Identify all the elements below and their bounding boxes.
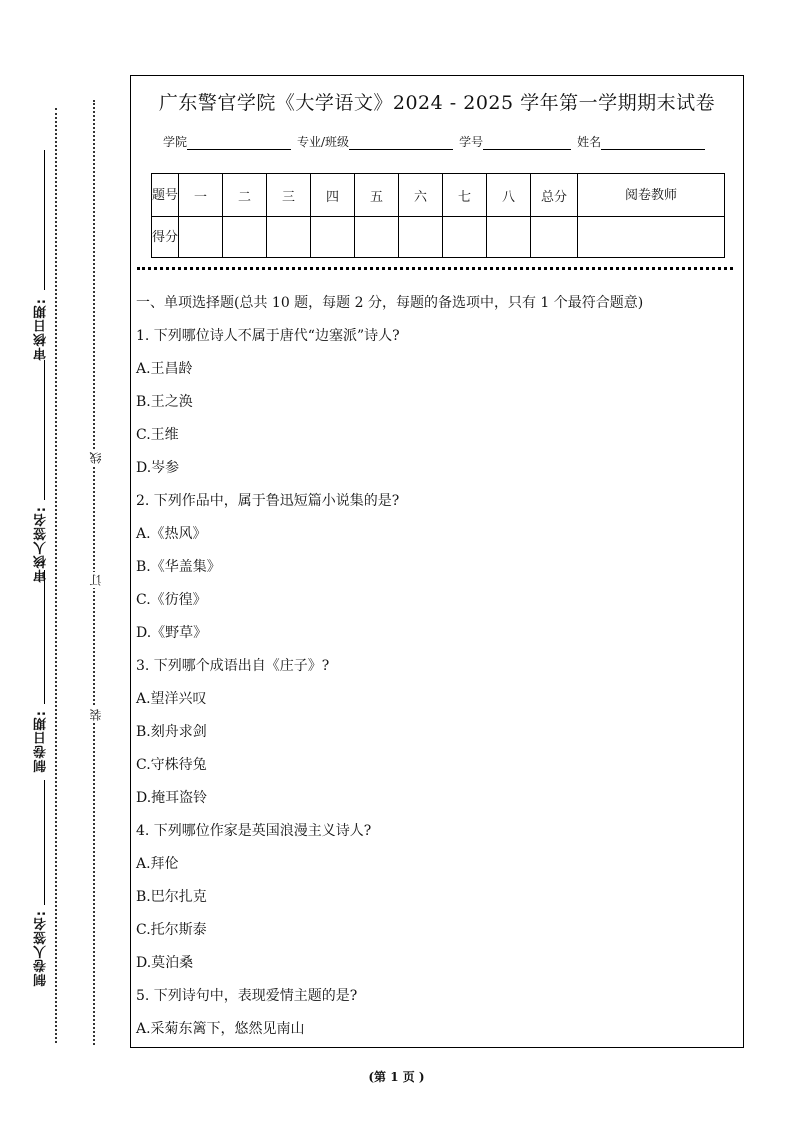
score-cell-5[interactable]: [355, 217, 399, 258]
option: B.王之涣: [136, 394, 193, 410]
option: A.望洋兴叹: [136, 691, 207, 707]
col-2: 二: [223, 174, 267, 217]
section-heading: 一、单项选择题(总共 10 题，每题 2 分，每题的备选项中，只有 1 个最符合题意): [136, 295, 644, 311]
score-table: [151, 173, 725, 258]
col-5: 五: [355, 174, 399, 217]
col-4: 四: [311, 174, 355, 217]
question-stem: 2. 下列作品中，属于鲁迅短篇小说集的是?: [136, 493, 400, 509]
col-grader: 阅卷教师: [578, 174, 725, 217]
maker-sign-line: [44, 780, 45, 905]
exam-frame: [130, 75, 744, 1048]
score-cell-grader[interactable]: [578, 217, 725, 258]
name-field[interactable]: [601, 135, 705, 150]
option: A.《热风》: [136, 526, 207, 542]
option: D.《野草》: [136, 625, 208, 641]
question-stem: 4. 下列哪位作家是英国浪漫主义诗人?: [136, 823, 372, 839]
score-cell-2[interactable]: [223, 217, 267, 258]
student-info-row: [163, 133, 711, 150]
header-separator: [137, 267, 733, 270]
exam-title: 广东警官学院《大学语文》2024 - 2025 学年第一学期期末试卷: [158, 92, 716, 114]
question-stem: 5. 下列诗句中，表现爱情主题的是?: [136, 988, 358, 1004]
score-cell-total[interactable]: [531, 217, 578, 258]
option: A.王昌龄: [136, 361, 193, 377]
score-cell-7[interactable]: [443, 217, 487, 258]
option: C.守株待兔: [136, 757, 207, 773]
score-cell-4[interactable]: [311, 217, 355, 258]
maker-sign-label: 制卷人签名:: [34, 910, 49, 987]
make-date-line: [44, 570, 45, 704]
option: B.《华盖集》: [136, 559, 221, 575]
row-label-question: 题号: [152, 174, 179, 217]
id-field[interactable]: [483, 135, 571, 150]
reviewer-sign-label: 审核人签名:: [34, 506, 49, 583]
major-field[interactable]: [349, 135, 453, 150]
option: A.拜伦: [136, 856, 179, 872]
major-label: 专业/班级: [297, 135, 350, 149]
score-cell-8[interactable]: [487, 217, 531, 258]
make-date-label: 制卷日期:: [34, 710, 49, 773]
question-stem: 1. 下列哪位诗人不属于唐代“边塞派”诗人?: [136, 328, 400, 344]
name-label: 姓名: [577, 135, 602, 149]
id-label: 学号: [459, 135, 484, 149]
college-label: 学院: [163, 135, 188, 149]
option: B.巴尔扎克: [136, 889, 207, 905]
col-8: 八: [487, 174, 531, 217]
option: D.掩耳盗铃: [136, 790, 208, 806]
option: C.王维: [136, 427, 179, 443]
review-date-label: 审核日期:: [34, 298, 49, 361]
score-cell-3[interactable]: [267, 217, 311, 258]
score-cell-6[interactable]: [399, 217, 443, 258]
col-6: 六: [399, 174, 443, 217]
option: D.莫泊桑: [136, 955, 194, 971]
question-stem: 3. 下列哪个成语出自《庄子》?: [136, 658, 330, 674]
binding-mark-xian: 线: [89, 452, 103, 464]
col-7: 七: [443, 174, 487, 217]
binding-mark-zhuang: 装: [89, 709, 103, 721]
seal-dotted-line-outer: [55, 108, 57, 1043]
col-total: 总分: [531, 174, 578, 217]
row-label-score: 得分: [152, 217, 179, 258]
score-table-header-row: [152, 174, 725, 217]
reviewer-sign-line: [44, 360, 45, 500]
score-cell-1[interactable]: [179, 217, 223, 258]
col-1: 一: [179, 174, 223, 217]
option: C.托尔斯泰: [136, 922, 207, 938]
binding-mark-ding: 订: [89, 574, 103, 586]
col-3: 三: [267, 174, 311, 217]
option: C.《彷徨》: [136, 592, 207, 608]
review-date-line: [44, 150, 45, 290]
option: A.采菊东篱下，悠然见南山: [136, 1021, 305, 1037]
page-number: (第 1 页 ): [368, 1070, 425, 1084]
option: D.岑参: [136, 460, 180, 476]
score-table-score-row: [152, 217, 725, 258]
option: B.刻舟求剑: [136, 724, 207, 740]
college-field[interactable]: [187, 135, 291, 150]
